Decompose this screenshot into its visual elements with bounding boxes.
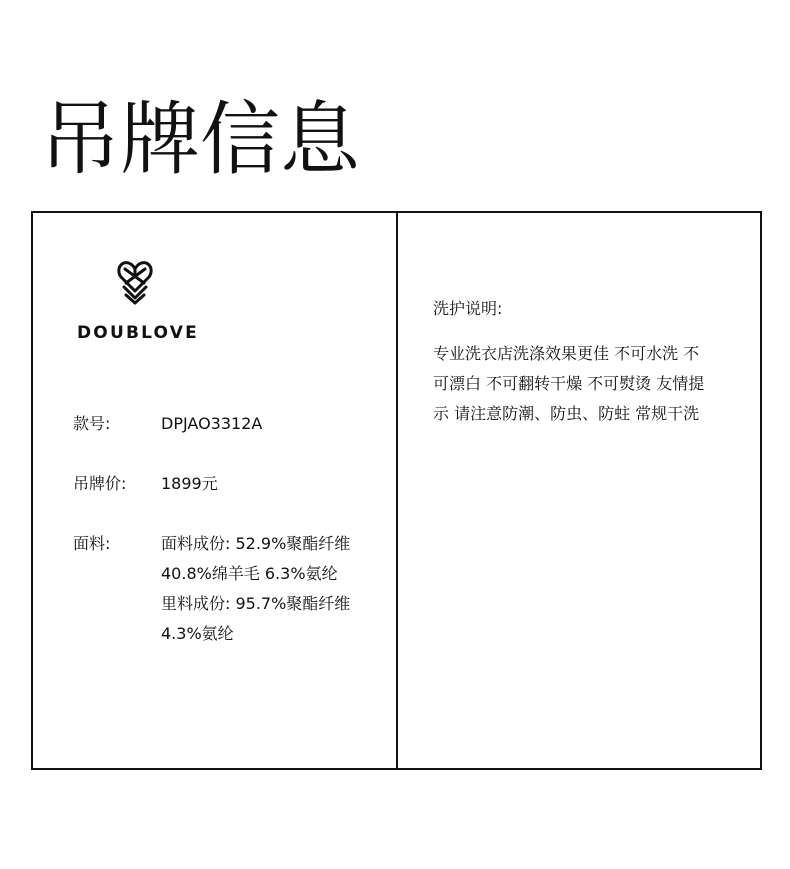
style-number-value: DPJAO3312A bbox=[161, 414, 263, 433]
price-label: 吊牌价: bbox=[73, 474, 127, 493]
page-title: 吊牌信息 bbox=[40, 93, 360, 186]
hang-tag-card bbox=[31, 211, 762, 770]
care-line: 专业洗衣店洗涤效果更佳 不可水洗 不 bbox=[433, 344, 700, 363]
tag-info-panel bbox=[33, 213, 396, 768]
fabric-line: 面料成份: 52.9%聚酯纤维 bbox=[161, 534, 351, 553]
care-panel bbox=[398, 213, 760, 768]
fabric-composition bbox=[161, 529, 391, 649]
fabric-line: 4.3%氨纶 bbox=[161, 624, 234, 643]
fabric-line: 40.8%绵羊毛 6.3%氨纶 bbox=[161, 564, 338, 583]
heart-knot-logo-icon bbox=[117, 259, 153, 305]
care-instructions bbox=[433, 339, 733, 429]
style-number-label: 款号: bbox=[73, 414, 111, 433]
brand-logo bbox=[77, 259, 207, 349]
care-line: 示 请注意防潮、防虫、防蛀 常规干洗 bbox=[433, 404, 700, 423]
brand-name: DOUBLOVE bbox=[77, 323, 199, 343]
care-title: 洗护说明: bbox=[433, 299, 503, 318]
fabric-line: 里料成份: 95.7%聚酯纤维 bbox=[161, 594, 351, 613]
care-line: 可漂白 不可翻转干燥 不可熨烫 友情提 bbox=[433, 374, 705, 393]
fabric-label: 面料: bbox=[73, 534, 111, 553]
price-value: 1899元 bbox=[161, 474, 218, 493]
